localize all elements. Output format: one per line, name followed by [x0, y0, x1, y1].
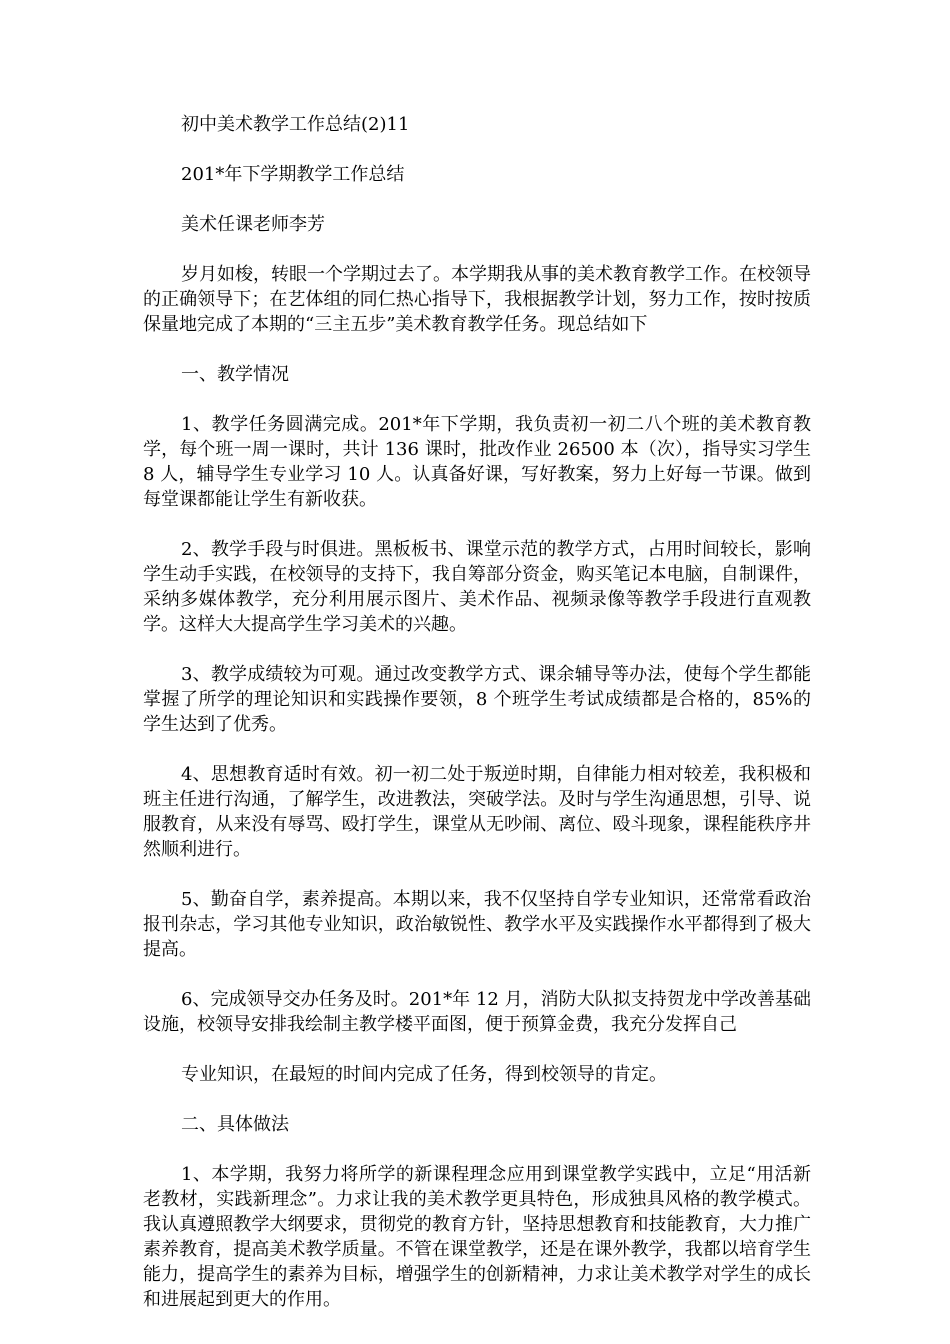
paragraph-item-4: 4、思想教育适时有效。初一初二处于叛逆时期，自律能力相对较差，我积极和班主任进行沟通，了解学生，改进教法，突破学法。及时与学生沟通思想，引导、说服教育，从来没有辱骂、殴打学生，课堂从无吵闹、离位、殴斗现象，课程能秩序井然顺利进行。	[143, 764, 811, 860]
paragraph-item-3: 3、教学成绩较为可观。通过改变教学方式、课余辅导等办法，使每个学生都能掌握了所学的理论知识和实践操作要领，8 个班学生考试成绩都是合格的，85%的学生达到了优秀。	[143, 664, 811, 735]
document-title: 初中美术教学工作总结(2)11	[181, 114, 410, 135]
document-author: 美术任课老师李芳	[181, 214, 325, 235]
document-subtitle: 201*年下学期教学工作总结	[181, 164, 405, 185]
section-heading-teaching-situation: 一、教学情况	[181, 364, 289, 385]
intro-paragraph: 岁月如梭，转眼一个学期过去了。本学期我从事的美术教育教学工作。在校领导的正确领导下；在艺体组的同仁热心指导下，我根据教学计划，努力工作，按时按质保量地完成了本期的“三主五步”美术教育教学任务。现总结如下	[143, 264, 811, 335]
paragraph-item-6: 6、完成领导交办任务及时。201*年 12 月，消防大队拟支持贺龙中学改善基础设施，校领导安排我绘制主教学楼平面图，便于预算金费，我充分发挥自己	[143, 989, 811, 1035]
document-body	[143, 112, 811, 1337]
section-heading-specific-methods: 二、具体做法	[181, 1114, 289, 1135]
paragraph-method-1: 1、本学期，我努力将所学的新课程理念应用到课堂教学实践中，立足“用活新老教材，实践新理念”。力求让我的美术教学更具特色，形成独具风格的教学模式。我认真遵照教学大纲要求，贯彻党的教育方针，坚持思想教育和技能教育，大力推广素养教育，提高美术教学质量。不管在课堂教学，还是在课外教学，我都以培育学生能力，提高学生的素养为目标，增强学生的创新精神，力求让美术教学对学生的成长和进展起到更大的作用。	[143, 1164, 811, 1310]
paragraph-item-6-continued: 专业知识，在最短的时间内完成了任务，得到校领导的肯定。	[181, 1064, 667, 1085]
paragraph-item-5: 5、勤奋自学，素养提高。本期以来，我不仅坚持自学专业知识，还常常看政治报刊杂志，学习其他专业知识，政治敏锐性、教学水平及实践操作水平都得到了极大提高。	[143, 889, 811, 960]
paragraph-item-1: 1、教学任务圆满完成。201*年下学期，我负责初一初二八个班的美术教育教学，每个班一周一课时，共计 136 课时，批改作业 26500 本（次），指导实习学生 8 人，辅导学生专业学习 10 人。认真备好课，写好教案，努力上好每一节课。做到每堂课都能让学生有新收获。	[143, 414, 811, 510]
paragraph-item-2: 2、教学手段与时俱进。黑板板书、课堂示范的教学方式，占用时间较长，影响学生动手实践，在校领导的支持下，我自筹部分资金，购买笔记本电脑，自制课件，采纳多媒体教学，充分利用展示图片、美术作品、视频录像等教学手段进行直观教学。这样大大提高学生学习美术的兴趣。	[143, 539, 811, 635]
